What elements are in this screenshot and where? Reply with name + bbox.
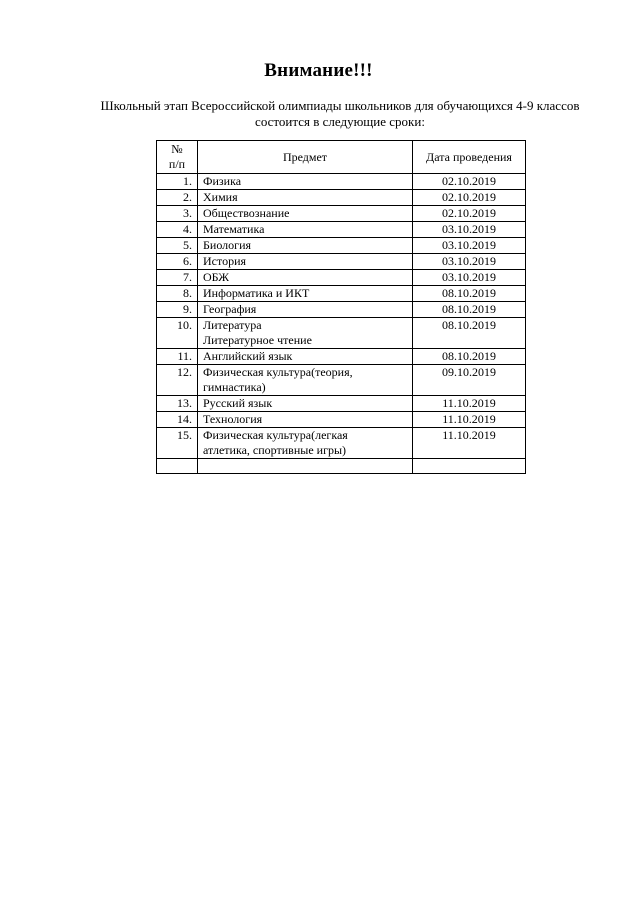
- header-number: [157, 141, 198, 174]
- announcement-line-1: Школьный этап Всероссийской олимпиады школьников для обучающихся 4-9 классов: [100, 98, 580, 113]
- row-subject: [198, 365, 413, 396]
- row-number: 4.: [157, 222, 198, 238]
- table-row: [157, 302, 526, 318]
- table-row: [157, 206, 526, 222]
- table-row: [157, 270, 526, 286]
- table-row: [157, 190, 526, 206]
- table-row: [157, 365, 526, 396]
- empty-row: [157, 459, 526, 474]
- table-row: [157, 174, 526, 190]
- table-row: [157, 238, 526, 254]
- row-number: 10.: [157, 318, 198, 349]
- row-subject: [198, 190, 413, 206]
- subject-line-2: атлетика, спортивные игры): [203, 443, 347, 457]
- row-number: 3.: [157, 206, 198, 222]
- row-subject: [198, 412, 413, 428]
- header-number-line-1: №: [171, 142, 183, 156]
- row-date: 02.10.2019: [413, 190, 526, 206]
- page-title: Внимание!!!: [264, 60, 373, 81]
- row-date: 03.10.2019: [413, 270, 526, 286]
- header-date: Дата проведения: [413, 141, 526, 174]
- empty-cell: [157, 459, 198, 474]
- announcement-text: [70, 98, 610, 130]
- subject-line-1: Литература: [203, 318, 262, 332]
- subject-line-1: ОБЖ: [203, 270, 230, 284]
- subject-line-1: Физическая культура(легкая: [203, 428, 348, 442]
- subject-line-1: Математика: [203, 222, 265, 236]
- row-subject: [198, 318, 413, 349]
- row-date: 11.10.2019: [413, 428, 526, 459]
- table-row: [157, 428, 526, 459]
- subject-line-1: Английский язык: [203, 349, 293, 363]
- subject-line-1: Биология: [203, 238, 252, 252]
- row-date: 03.10.2019: [413, 238, 526, 254]
- table-row: [157, 254, 526, 270]
- row-date: 08.10.2019: [413, 302, 526, 318]
- subject-line-1: Обществознание: [203, 206, 290, 220]
- subject-line-2: Литературное чтение: [203, 333, 312, 347]
- row-number: 2.: [157, 190, 198, 206]
- table-row: [157, 318, 526, 349]
- subject-line-1: Физическая культура(теория,: [203, 365, 353, 379]
- row-number: 6.: [157, 254, 198, 270]
- row-subject: [198, 254, 413, 270]
- row-date: 03.10.2019: [413, 222, 526, 238]
- row-subject: [198, 174, 413, 190]
- subject-line-1: Химия: [203, 190, 238, 204]
- subject-line-1: География: [203, 302, 257, 316]
- table-header-row: [157, 141, 526, 174]
- table-row: [157, 286, 526, 302]
- header-number-line-2: п/п: [168, 157, 186, 171]
- row-subject: [198, 396, 413, 412]
- row-date: 08.10.2019: [413, 286, 526, 302]
- subject-line-1: Информатика и ИКТ: [203, 286, 310, 300]
- subject-line-1: Физика: [203, 174, 242, 188]
- row-number: 15.: [157, 428, 198, 459]
- row-subject: [198, 222, 413, 238]
- subject-line-1: История: [203, 254, 247, 268]
- olympiad-schedule-table: [156, 140, 526, 474]
- row-subject: [198, 270, 413, 286]
- row-number: 5.: [157, 238, 198, 254]
- row-date: 11.10.2019: [413, 396, 526, 412]
- row-subject: [198, 302, 413, 318]
- row-number: 8.: [157, 286, 198, 302]
- row-number: 9.: [157, 302, 198, 318]
- table-row: [157, 349, 526, 365]
- empty-cell: [413, 459, 526, 474]
- empty-cell: [198, 459, 413, 474]
- row-subject: [198, 349, 413, 365]
- table-row: [157, 412, 526, 428]
- row-subject: [198, 206, 413, 222]
- row-number: 7.: [157, 270, 198, 286]
- row-date: 02.10.2019: [413, 174, 526, 190]
- row-date: 02.10.2019: [413, 206, 526, 222]
- announcement-line-2: состоится в следующие сроки:: [255, 114, 425, 129]
- row-date: 08.10.2019: [413, 349, 526, 365]
- table-row: [157, 396, 526, 412]
- row-date: 11.10.2019: [413, 412, 526, 428]
- subject-line-1: Русский язык: [203, 396, 273, 410]
- row-number: 11.: [157, 349, 198, 365]
- row-date: 09.10.2019: [413, 365, 526, 396]
- row-date: 08.10.2019: [413, 318, 526, 349]
- row-subject: [198, 286, 413, 302]
- row-number: 14.: [157, 412, 198, 428]
- header-subject: Предмет: [198, 141, 413, 174]
- subject-line-1: Технология: [203, 412, 263, 426]
- row-number: 12.: [157, 365, 198, 396]
- row-date: 03.10.2019: [413, 254, 526, 270]
- subject-line-2: гимнастика): [203, 380, 266, 394]
- table-body: [157, 174, 526, 474]
- row-subject: [198, 428, 413, 459]
- table-row: [157, 222, 526, 238]
- row-subject: [198, 238, 413, 254]
- row-number: 13.: [157, 396, 198, 412]
- row-number: 1.: [157, 174, 198, 190]
